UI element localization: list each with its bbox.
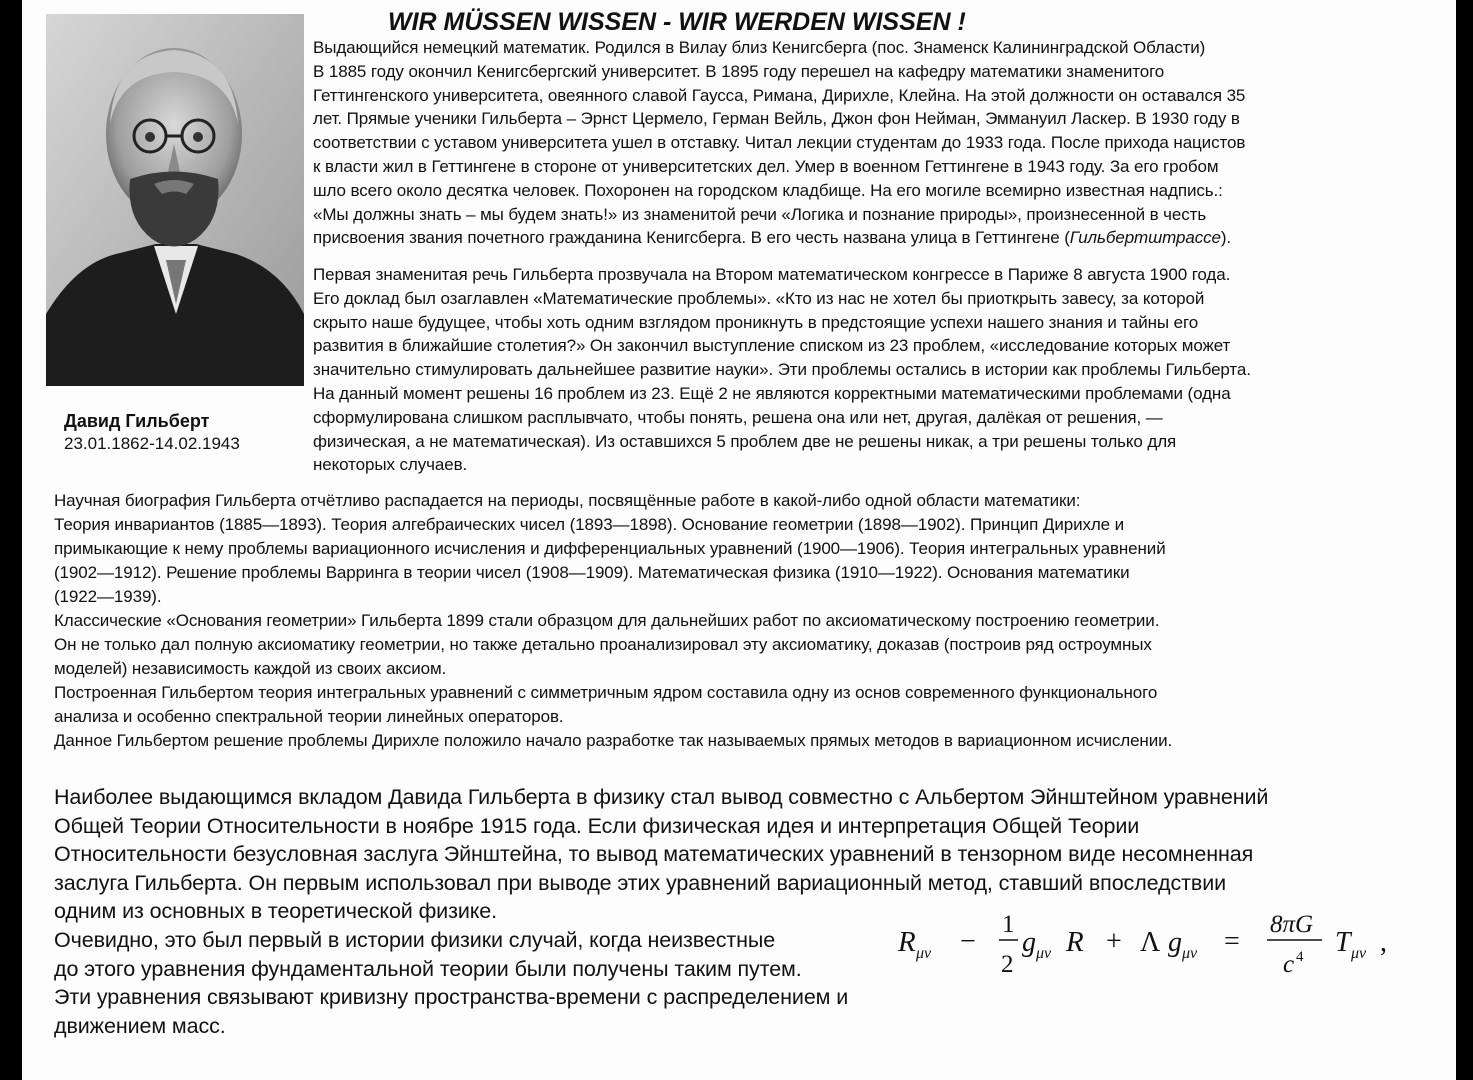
physics-line: одним из основных в теоретической физике.: [54, 899, 498, 924]
eq-minus: −: [960, 926, 976, 957]
eq-half-denominator: 2: [1001, 951, 1014, 978]
science-paragraph: [54, 489, 1434, 753]
science-line: Данное Гильбертом решение проблемы Дирихле положило начало разработке так называемых прямых методов в вариационном исчислении.: [54, 731, 1173, 750]
science-line: Он не только дал полную аксиоматику геометрии, но также детально проанализировал эту аксиоматику, доказав (построив ряд остроумных: [54, 635, 1152, 654]
bio-line: соответствии с уставом университета ушел в отставку. Читал лекции студентам до 1933 года. После прихода нацистов: [313, 133, 1246, 153]
science-line: (1922—1939).: [54, 587, 162, 606]
bio-line: «Мы должны знать – мы будем знать!» из знаменитой речи «Логика и познание природы», произнесенной в честь: [313, 204, 1207, 224]
science-line: (1902—1912). Решение проблемы Варринга в теории чисел (1908—1909). Математическая физика (1910—1922). Основания математики: [54, 563, 1130, 582]
page-title: WIR MÜSSEN WISSEN - WIR WERDEN WISSEN !: [388, 8, 966, 36]
bio-line: Геттингенского университета, овеянного славой Гаусса, Римана, Дирихле, Клейна. На этой должности он оставался 35: [313, 85, 1246, 105]
eq-rhs-numerator: 8πG: [1270, 911, 1314, 938]
physics-line: Наиболее выдающимся вкладом Давида Гильберта в физику стал вывод совместно с Альбертом Эйнштейном уравнений: [54, 785, 1269, 809]
eq-T: T: [1335, 927, 1351, 958]
eq-plus: +: [1106, 926, 1122, 957]
speech-line: Его доклад был озаглавлен «Математические проблемы». «Кто из нас не хотел бы приоткрыть завесу, за которой: [313, 288, 1205, 308]
speech-line: некоторых случаев.: [313, 455, 468, 475]
eq-g2: g: [1168, 927, 1182, 958]
portrait-photo: [46, 14, 304, 386]
science-line: Теория инвариантов (1885—1893). Теория алгебраических чисел (1893—1898). Основание геометрии (1898—1902). Принцип Дирихле и: [54, 515, 1125, 534]
physics-line: Относительности безусловная заслуга Эйнштейна, то вывод математических уравнений в тензорном виде несомненная: [54, 842, 1254, 867]
eq-R2: R: [1066, 926, 1084, 958]
eq-equals: =: [1224, 926, 1240, 957]
bio-last-suffix: ).: [1220, 228, 1232, 248]
eq-R-subscript: μν: [916, 945, 932, 962]
science-line: Научная биография Гильберта отчётливо распадается на периоды, посвящённые работе в какой-либо одной области математики:: [54, 491, 1081, 510]
street-name: Гильбертштрассе: [1069, 228, 1221, 248]
physics-line: Общей Теории Относительности в ноябре 1915 года. Если физическая идея и интерпретация Общей Теории: [54, 813, 1140, 838]
science-line: Классические «Основания геометрии» Гильберта 1899 стали образцом для дальнейших работ по аксиоматическому построению геометрии.: [54, 611, 1160, 630]
bio-line-last: [313, 226, 1428, 250]
speech-line: скрыто наше будущее, чтобы хоть одним взглядом проникнуть в предстоящие успехи нашего знания и тайны его: [313, 312, 1199, 332]
science-line: Построенная Гильбертом теория интегральных уравнений с симметричным ядром составила одну из основ современного функционального: [54, 683, 1158, 702]
portrait-name: Давид Гильберт: [64, 411, 210, 431]
eq-rhs-exponent: 4: [1296, 949, 1304, 965]
einstein-field-equation: [898, 904, 1408, 994]
eq-g-subscript: μν: [1036, 945, 1052, 962]
speech-line: сформулирована слишком расплывчато, чтобы понять, решена она или нет, другая, далёкая от решения, —: [313, 407, 1163, 427]
biography-paragraph: [313, 36, 1428, 250]
speech-paragraph: [313, 263, 1428, 477]
speech-line: физическая, а не математическая). Из оставшихся 5 проблем две не решены никак, а три решены только для: [313, 431, 1177, 451]
science-line: анализа и особенно спектральной теории линейных операторов.: [54, 707, 564, 726]
physics-line: заслуга Гильберта. Он первым использовал при выводе этих уравнений вариационный метод, ставший впоследствии: [54, 870, 1227, 895]
eq-half-numerator: 1: [1002, 911, 1015, 938]
eq-rhs-denominator: c: [1283, 951, 1295, 978]
science-line: моделей) независимость каждой из своих аксиом.: [54, 659, 447, 678]
bio-line: к власти жил в Геттингене в стороне от университетских дел. Умер в военном Геттингене в 1943 году. За его гробом: [313, 156, 1219, 176]
conclusion-line: Очевидно, это был первый в истории физики случай, когда неизвестные: [54, 928, 776, 952]
bio-last-prefix: присвоения звания почетного гражданина Кенигсберга. В его честь названа улица в Геттингене (: [313, 228, 1070, 248]
speech-line: развития в ближайшие столетия?» Он закончил выступление списком из 23 проблем, «исследование которых может: [313, 336, 1231, 356]
right-border: [1456, 0, 1473, 1080]
speech-line: значительно стимулировать дальнейшее развитие науки». Эти проблемы остались в истории как проблемы Гильберта.: [313, 360, 1251, 380]
eq-g2-subscript: μν: [1182, 945, 1198, 962]
conclusion-line: до этого уравнения фундаментальной теории были получены таким путем.: [54, 956, 802, 981]
eq-g: g: [1022, 927, 1036, 958]
eq-T-subscript: μν: [1351, 945, 1367, 962]
science-line: примыкающие к нему проблемы вариационного исчисления и дифференциальных уравнений (1900—1906). Теория интегральных уравнений: [54, 539, 1166, 558]
bio-line: лет. Прямые ученики Гильберта – Эрнст Цермело, Герман Вейль, Джон фон Нейман, Эммануил Ласкер. В 1930 году в: [313, 109, 1240, 129]
bio-line: шло всего около десятка человек. Похоронен на городском кладбище. На его могиле всемирно известная надпись.:: [313, 180, 1223, 200]
bio-line: Выдающийся немецкий математик. Родился в Вилау близ Кенигсберга (пос. Знаменск Калининградской Области): [313, 38, 1206, 57]
bio-line: В 1885 году окончил Кенигсбергский университет. В 1895 году перешел на кафедру математики знаменитого: [313, 61, 1165, 81]
speech-line: На данный момент решены 16 проблем из 23. Ещё 2 не являются корректными математическими проблемами (одна: [313, 383, 1231, 403]
portrait-dates: 23.01.1862-14.02.1943: [64, 434, 240, 453]
conclusion-line: движением масс.: [54, 1013, 226, 1038]
conclusion-line: Эти уравнения связывают кривизну пространства-времени с распределением и: [54, 985, 849, 1010]
eq-lambda: Λ: [1140, 927, 1161, 958]
conclusion-paragraph: [54, 926, 954, 1040]
eq-R: R: [898, 926, 916, 958]
speech-line: Первая знаменитая речь Гильберта прозвучала на Втором математическом конгрессе в Париже 8 августа 1900 года.: [313, 265, 1231, 284]
eq-comma: ,: [1380, 927, 1387, 958]
